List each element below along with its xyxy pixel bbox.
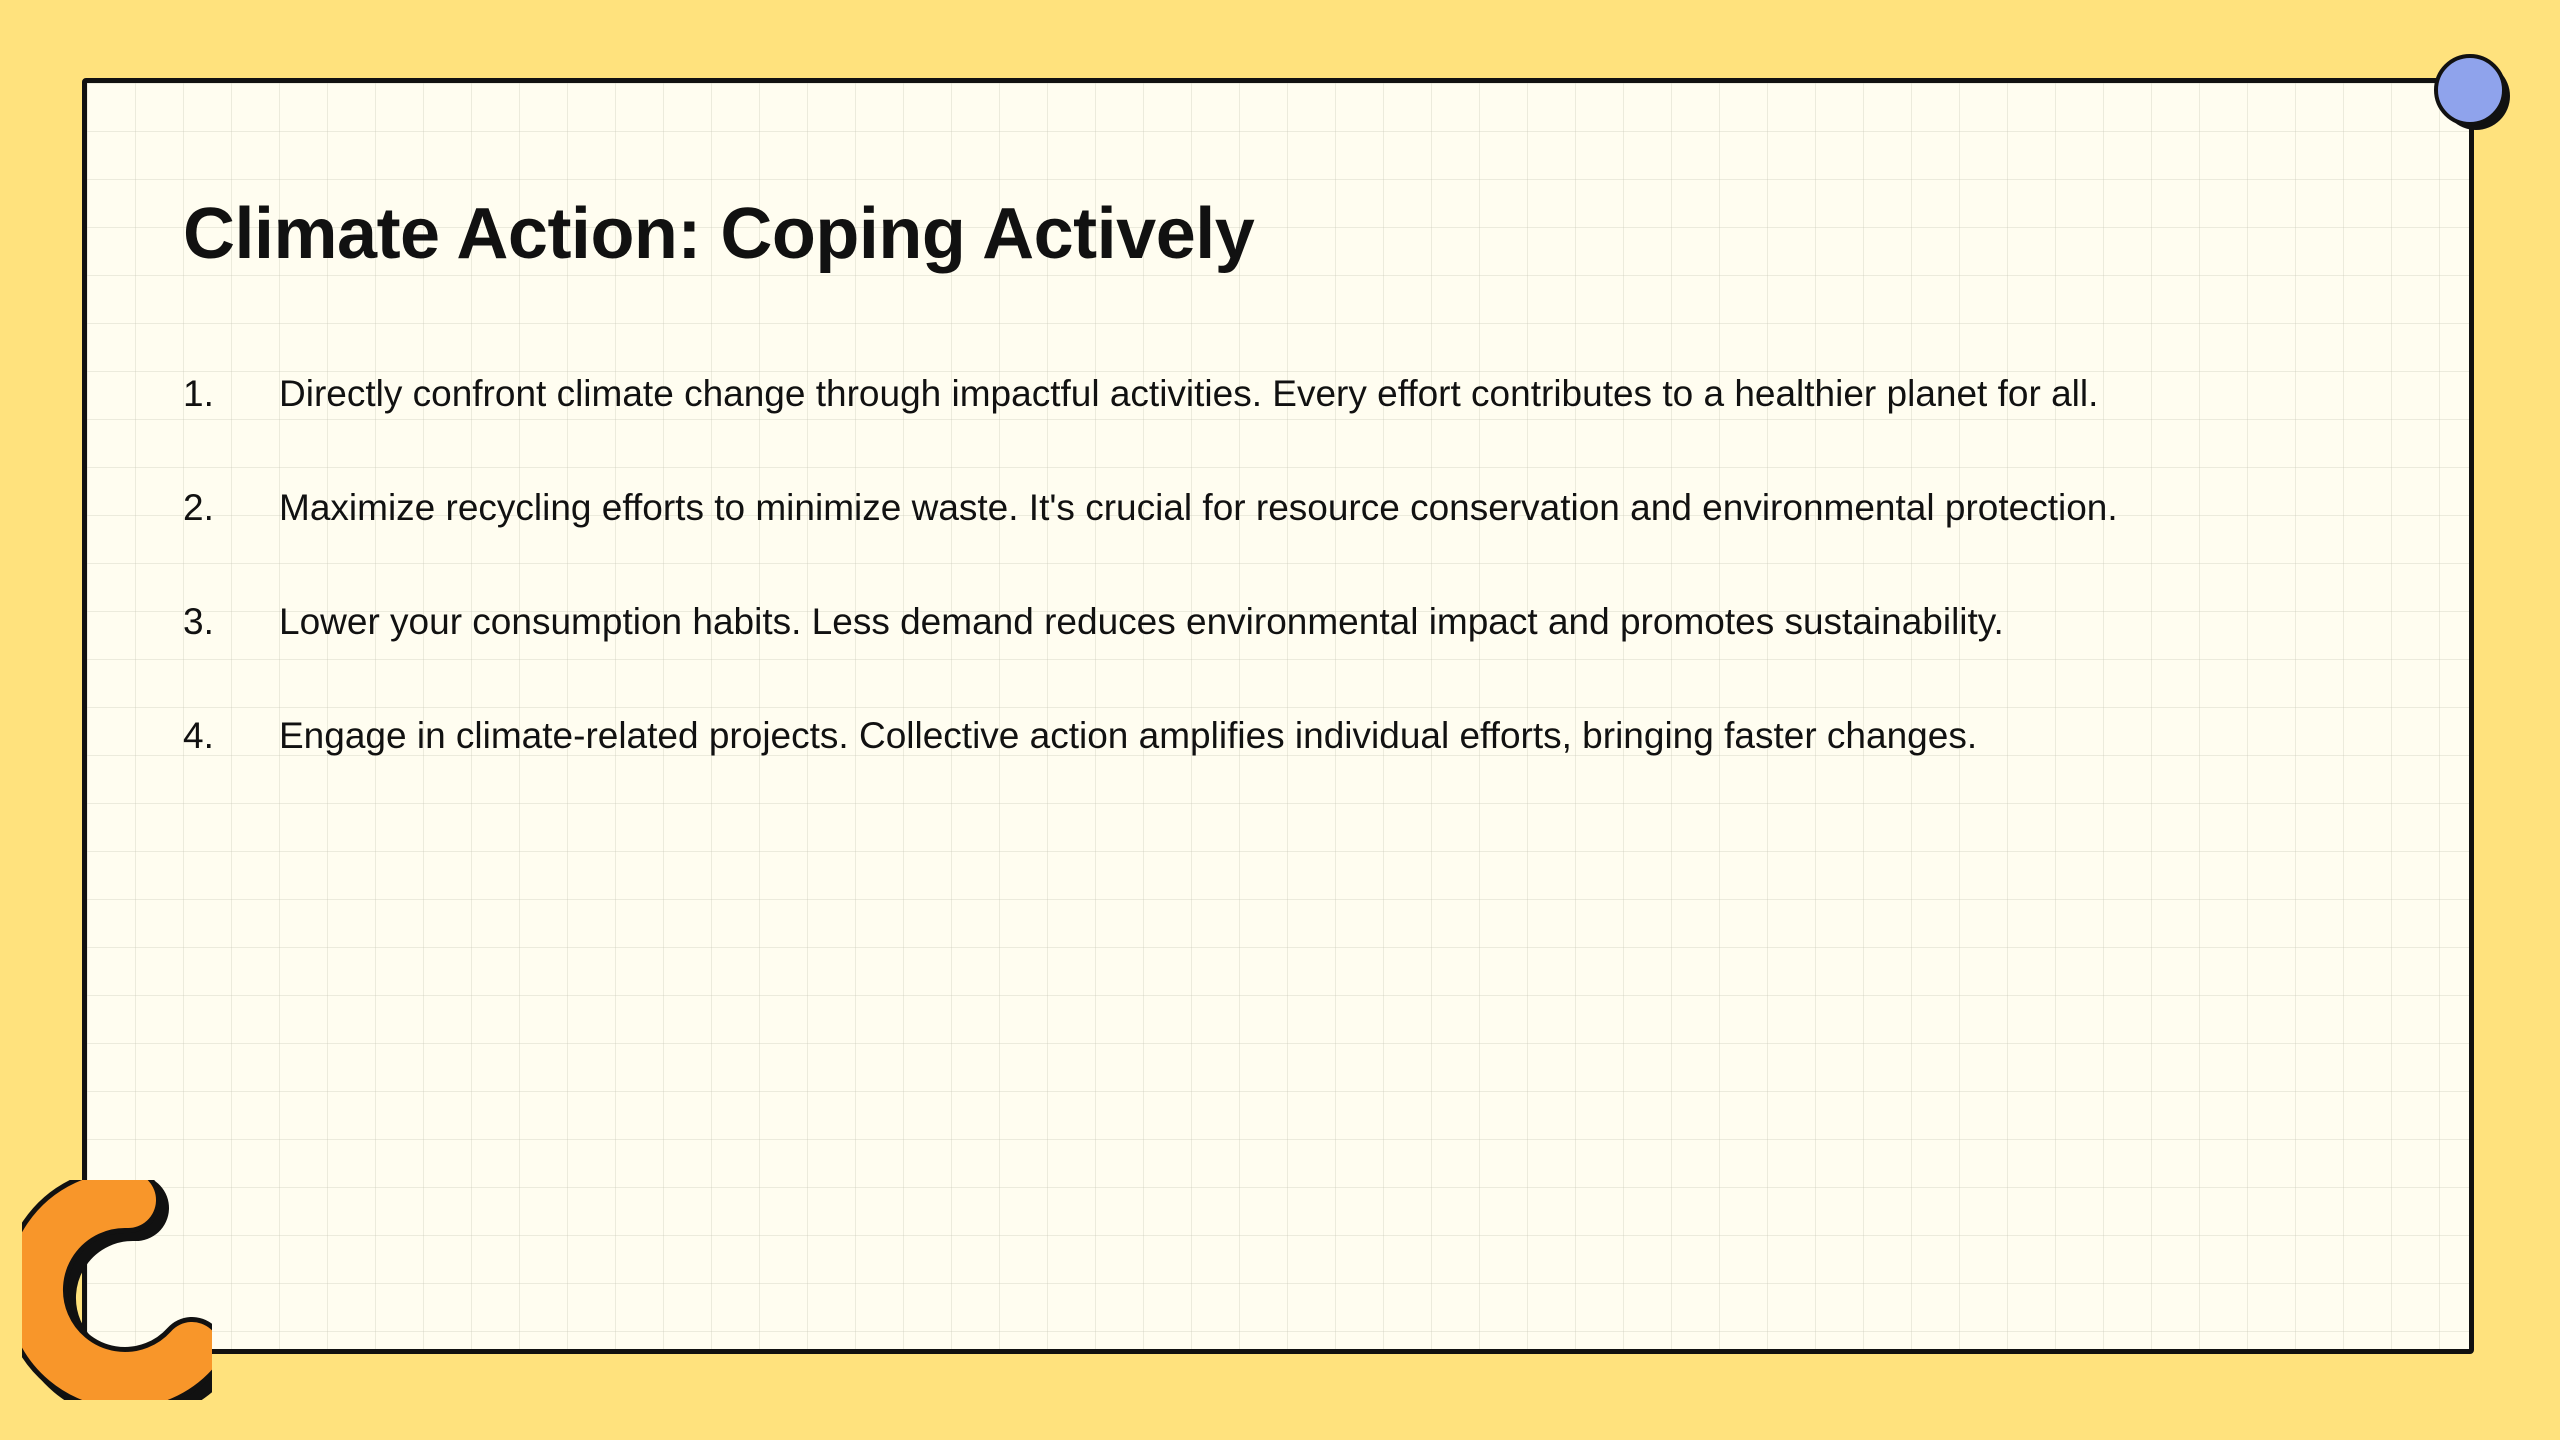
list-item	[183, 601, 2118, 715]
list-item	[183, 487, 2118, 601]
slide-card	[82, 78, 2474, 1354]
list-item-number: 1.	[183, 373, 214, 414]
list-item	[183, 373, 2118, 487]
list-item-text: Lower your consumption habits. Less demand reduces environmental impact and promotes sustainability.	[279, 601, 2004, 642]
slide-title: Climate Action: Coping Actively	[183, 194, 1255, 274]
list-item-text: Maximize recycling efforts to minimize waste. It's crucial for resource conservation and environmental protection.	[279, 487, 2118, 528]
decorative-circle-icon	[2428, 48, 2512, 132]
list-item-number: 2.	[183, 487, 214, 528]
action-list	[183, 373, 2118, 829]
list-item-text: Engage in climate-related projects. Collective action amplifies individual efforts, bringing faster changes.	[279, 715, 1978, 756]
decorative-arc-icon	[22, 1180, 212, 1400]
list-item-number: 4.	[183, 715, 214, 756]
list-item-text: Directly confront climate change through impactful activities. Every effort contributes to a healthier planet for all.	[279, 373, 2099, 414]
list-item-number: 3.	[183, 601, 214, 642]
list-item	[183, 715, 2118, 829]
